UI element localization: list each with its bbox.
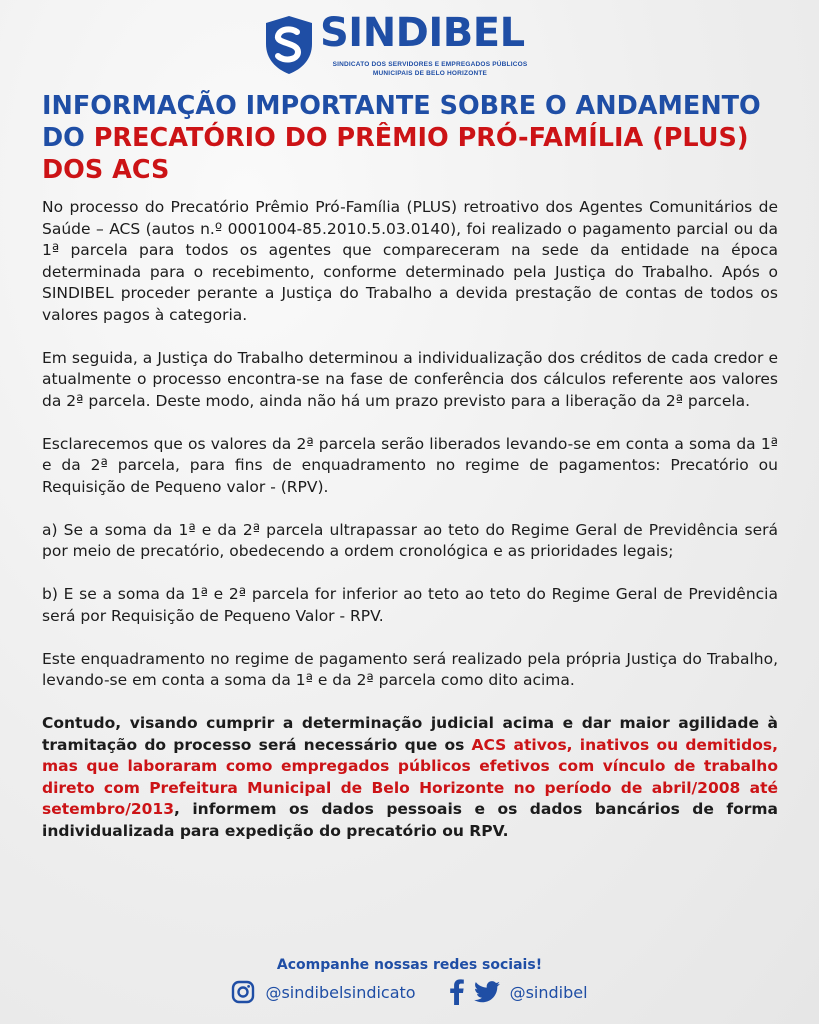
paragraph-call-to-action — [42, 713, 778, 842]
logo-name: SINDIBEL — [320, 10, 525, 56]
cta-highlight: ACS ativos, inativos ou demitidos, mas que laboraram como empregados públicos efetivos com vínculo de trabalho direto com Prefeitura Municipal de Belo Horizonte no período de abril/2008 até setembro/2013 — [42, 735, 778, 818]
article-body — [42, 197, 778, 842]
paragraph-item-a: a) Se a soma da 1ª e da 2ª parcela ultrapassar ao teto do Regime Geral de Previdência será por meio de precatório, obedecendo a ordem cronológica e as prioridades legais; — [42, 520, 778, 560]
social-links — [0, 977, 819, 1007]
paragraph-3: Esclarecemos que os valores da 2ª parcela serão liberados levando-se em conta a soma da 1ª e da 2ª parcela, para fins de enquadramento no regime de pagamentos: Precatório ou Requisição de Pequeno valor - (RPV). — [42, 434, 778, 496]
logo-subtitle — [320, 60, 540, 78]
paragraph-1: No processo do Precatório Prêmio Pró-Família (PLUS) retroativo dos Agentes Comunitários de Saúde – ACS (autos n.º 0001004-85.2010.5.03.0140), foi realizado o pagamento parcial ou da 1ª parcela para todos os agentes que compareceram na sede da entidade na época determinada para o recebimento, conforme determinado pela Justiça do Trabalho. Após o SINDIBEL proceder perante a Justiça do Trabalho a devida prestação de contas de todos os valores pagos à categoria. — [42, 198, 778, 324]
social-title: Acompanhe nossas redes sociais! — [276, 957, 543, 973]
page-headline — [42, 90, 782, 186]
cta-text-start: Contudo, visando cumprir a determinação judicial acima e dar maior agilidade à tramitação do processo será necessário que os — [42, 714, 778, 754]
paragraph-2: Em seguida, a Justiça do Trabalho determinou a individualização dos créditos de cada credor e atualmente o processo encontra-se na fase de conferência dos cálculos referente aos valores da 2ª parcela. Deste modo, ainda não há um prazo previsto para a liberação da 2ª parcela. — [42, 348, 778, 410]
paragraph-6: Este enquadramento no regime de pagamento será realizado pela própria Justiça do Trabalho, levando-se em conta a soma da 1ª e da 2ª parcela como dito acima. — [42, 649, 778, 689]
instagram-icon[interactable] — [231, 980, 255, 1004]
paragraph-item-b: b) E se a soma da 1ª e 2ª parcela for inferior ao teto ao teto do Regime Geral de Previdência será por Requisição de Pequeno Valor - RPV. — [42, 585, 778, 625]
instagram-handle[interactable]: @sindibelsindicato — [265, 982, 416, 1002]
shield-logo-icon — [262, 14, 316, 76]
facebook-twitter-handle[interactable]: @sindibel — [509, 982, 588, 1002]
facebook-icon[interactable] — [450, 979, 464, 1005]
cta-text-end: , informem os dados pessoais e os dados bancários de forma individualizada para expedição do precatório ou RPV. — [42, 800, 778, 840]
twitter-icon[interactable] — [474, 981, 500, 1003]
logo-subtitle-line2: MUNICIPAIS DE BELO HORIZONTE — [372, 70, 488, 77]
sindibel-logo — [262, 10, 562, 78]
headline-blue: INFORMAÇÃO IMPORTANTE SOBRE O ANDAMENTO DO — [42, 91, 761, 153]
headline-red: PRECATÓRIO DO PRÊMIO PRÓ-FAMÍLIA (PLUS) DOS ACS — [42, 123, 749, 185]
logo-subtitle-line1: SINDICATO DOS SERVIDORES E EMPREGADOS PÚBLICOS — [332, 61, 528, 68]
